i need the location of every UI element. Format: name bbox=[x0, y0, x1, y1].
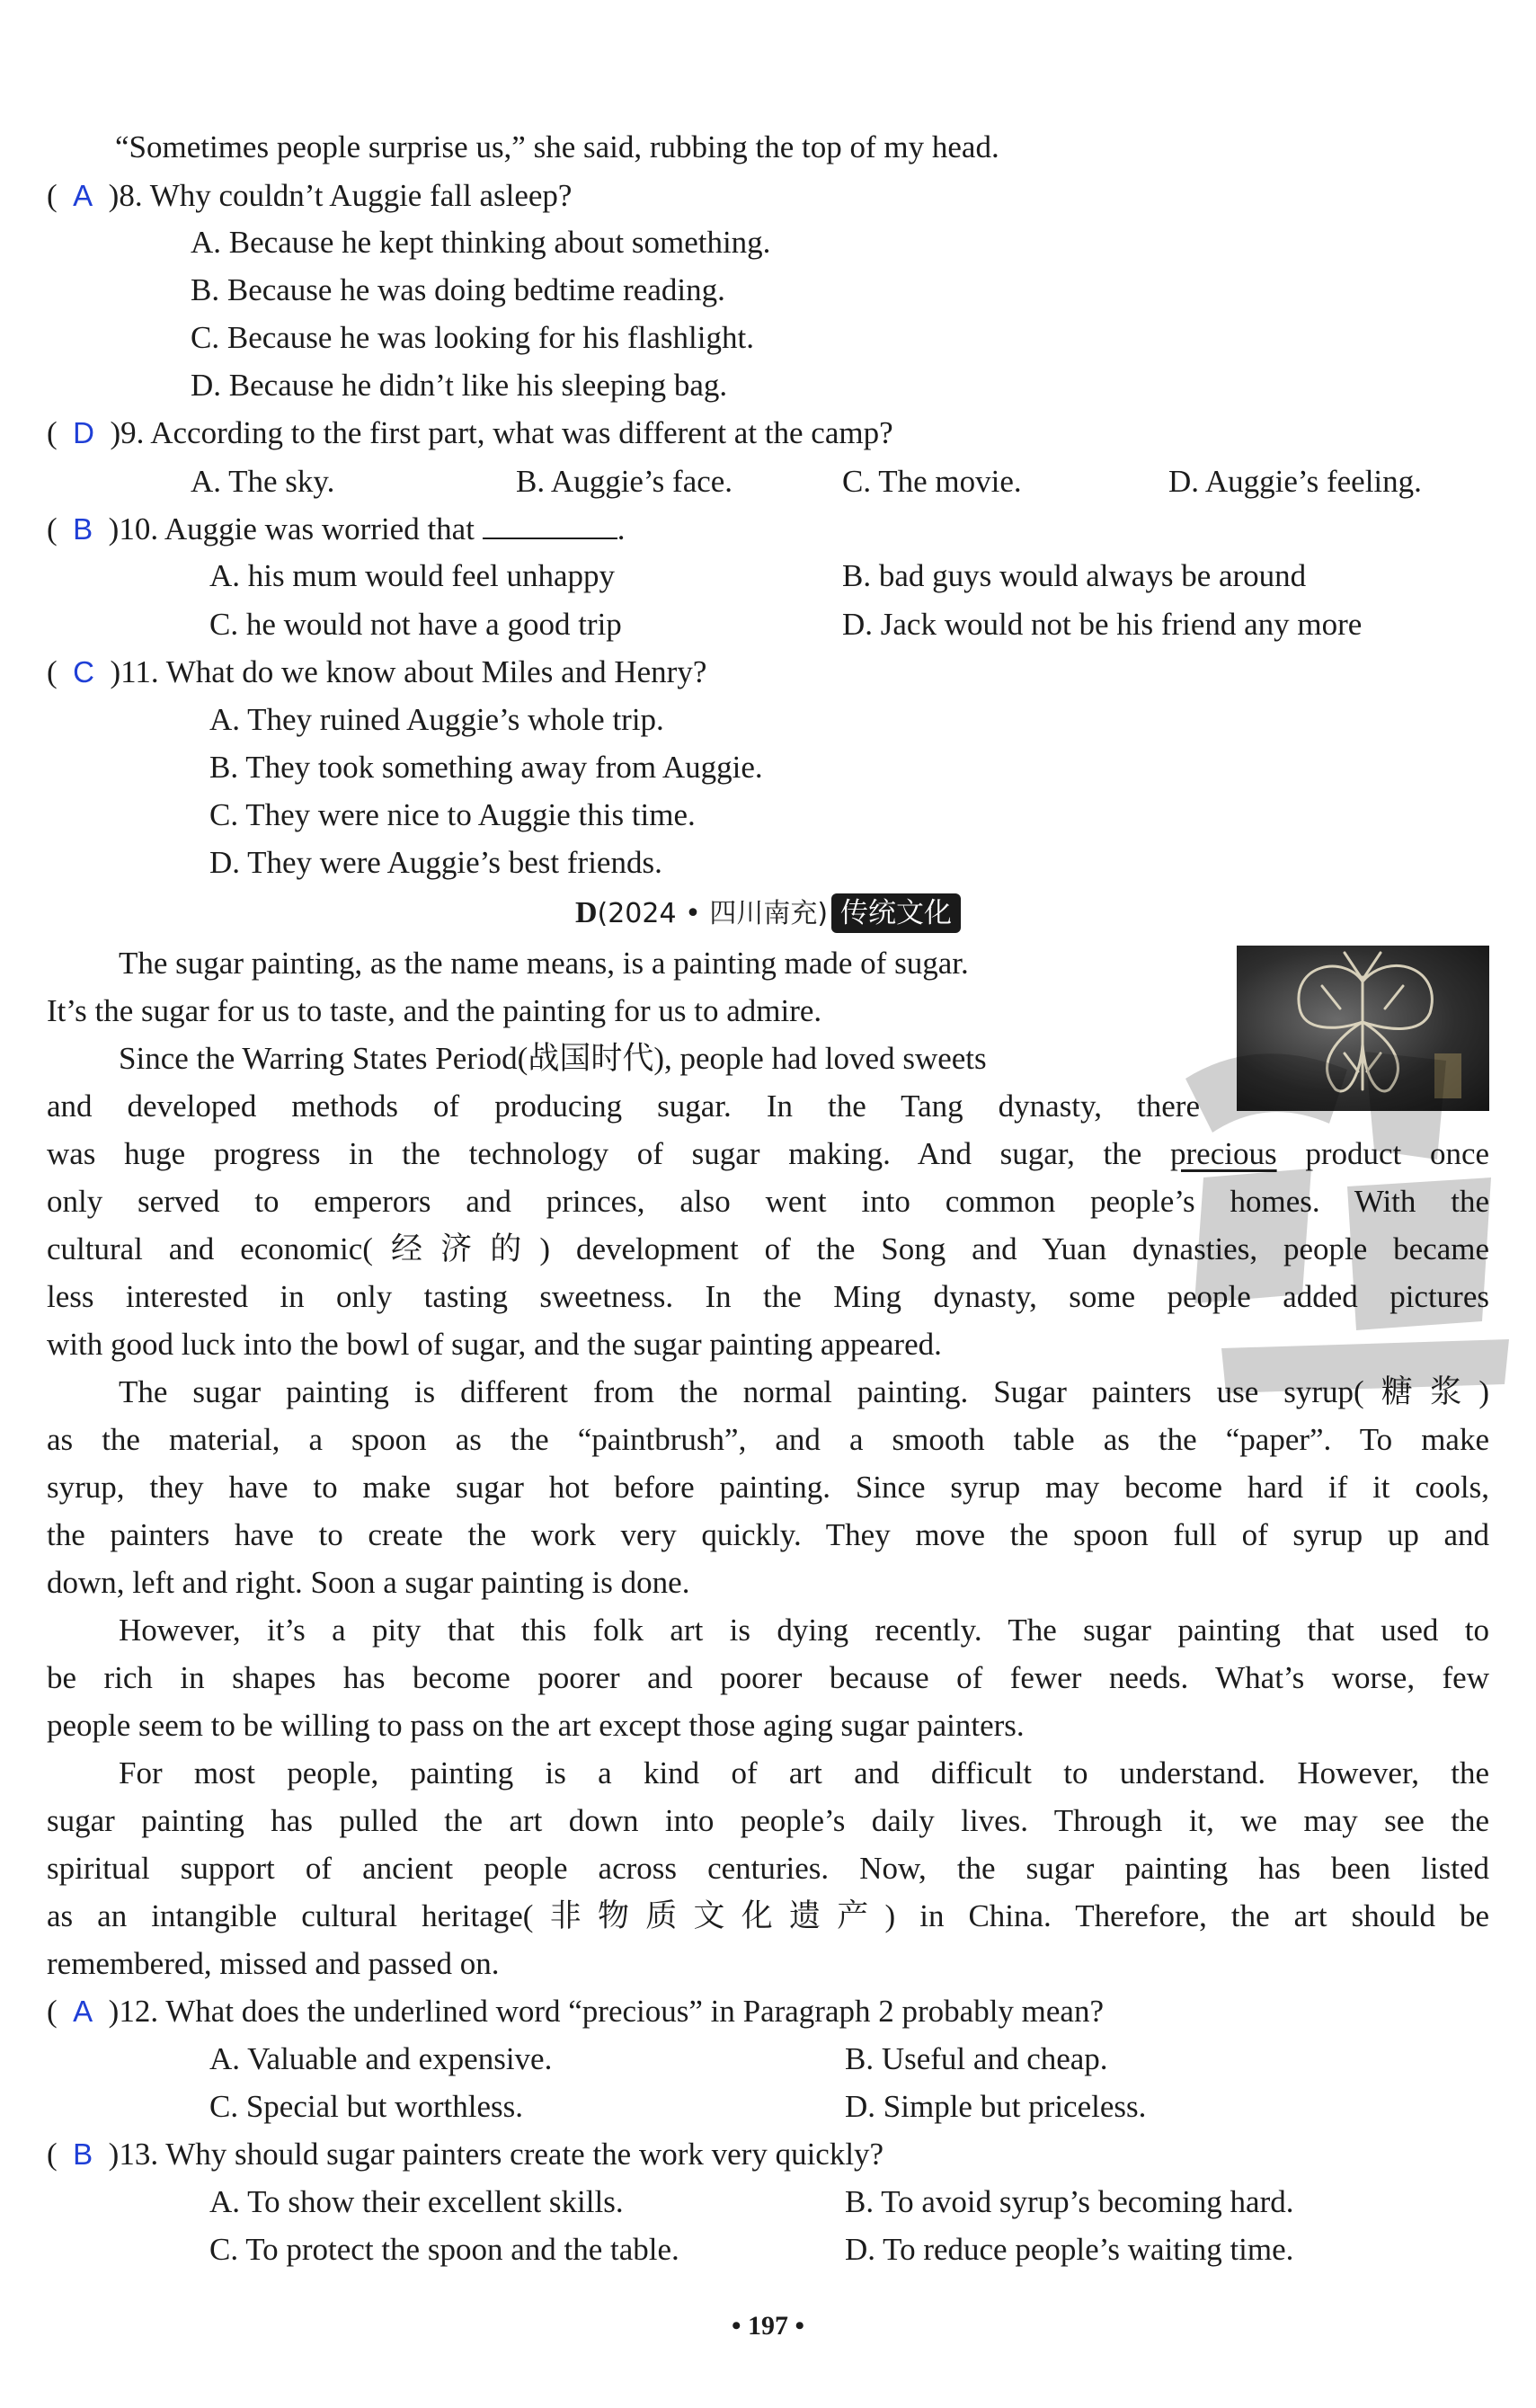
passage-line: was huge progress in the technology of sugar making. And sugar, the precious product once bbox=[47, 1136, 1490, 1171]
sugar-painting-photo bbox=[1237, 946, 1489, 1111]
q13-option-d: D. To reduce people’s waiting time. bbox=[845, 2232, 1294, 2267]
passage-line: For most people, painting is a kind of art and difficult to understand. However, the bbox=[119, 1755, 1489, 1790]
question-11: ( C )11. What do we know about Miles and Henry? bbox=[47, 654, 707, 689]
answer-11: C bbox=[73, 655, 94, 689]
passage-line: remembered, missed and passed on. bbox=[47, 1946, 500, 1981]
question-12-stem: 12. What does the underlined word “precious” in Paragraph 2 probably mean? bbox=[119, 1994, 1104, 2029]
question-12: ( A )12. What does the underlined word “precious” in Paragraph 2 probably mean? bbox=[47, 1994, 1104, 2029]
q8-option-b: B. Because he was doing bedtime reading. bbox=[191, 272, 725, 307]
passage-line: The sugar painting, as the name means, is a painting made of sugar. bbox=[119, 946, 969, 981]
answer-blank bbox=[483, 507, 617, 539]
passage-line: less interested in only tasting sweetness. In the Ming dynasty, some people added pictures bbox=[47, 1279, 1489, 1314]
q11-option-c: C. They were nice to Auggie this time. bbox=[209, 797, 696, 832]
q12-option-c: C. Special but worthless. bbox=[209, 2089, 523, 2124]
q11-option-a: A. They ruined Auggie’s whole trip. bbox=[209, 702, 664, 737]
q13-option-c: C. To protect the spoon and the table. bbox=[209, 2232, 679, 2267]
q8-option-c: C. Because he was looking for his flashlight. bbox=[191, 320, 754, 355]
question-11-stem: 11. What do we know about Miles and Henry? bbox=[120, 654, 707, 689]
q9-option-a: A. The sky. bbox=[191, 464, 335, 499]
answer-8: A bbox=[73, 179, 93, 212]
answer-9: D bbox=[73, 416, 94, 449]
q12-option-a: A. Valuable and expensive. bbox=[209, 2041, 553, 2076]
page-number: • 197 • bbox=[731, 2311, 804, 2341]
answer-13: B bbox=[73, 2137, 93, 2171]
section-heading: D(2024 • 四川南充) 传统文化 bbox=[0, 890, 1536, 937]
q12-option-b: B. Useful and cheap. bbox=[845, 2041, 1108, 2076]
question-8: ( A )8. Why couldn’t Auggie fall asleep? bbox=[47, 178, 573, 213]
q10-option-c: C. he would not have a good trip bbox=[209, 607, 622, 642]
q11-option-b: B. They took something away from Auggie. bbox=[209, 750, 763, 785]
underlined-word-precious: precious bbox=[1170, 1136, 1277, 1171]
question-13: ( B )13. Why should sugar painters create the work very quickly? bbox=[47, 2137, 884, 2172]
passage-line: be rich in shapes has become poorer and poorer because of fewer needs. What’s worse, few bbox=[47, 1660, 1489, 1695]
q12-option-d: D. Simple but priceless. bbox=[845, 2089, 1147, 2124]
passage-line: with good luck into the bowl of sugar, and the sugar painting appeared. bbox=[47, 1327, 942, 1362]
passage-line: people seem to be willing to pass on the art except those aging sugar painters. bbox=[47, 1708, 1025, 1743]
passage-line: and developed methods of producing sugar. In the Tang dynasty, there bbox=[47, 1088, 1200, 1124]
answer-10: B bbox=[73, 512, 93, 546]
passage-line: However, it’s a pity that this folk art is dying recently. The sugar painting that used to bbox=[119, 1613, 1489, 1648]
q9-option-d: D. Auggie’s feeling. bbox=[1168, 464, 1422, 499]
question-10-stem: 10. Auggie was worried that bbox=[119, 511, 475, 546]
answer-12: A bbox=[73, 1995, 93, 2028]
question-13-stem: 13. Why should sugar painters create the work very quickly? bbox=[119, 2137, 884, 2172]
quote-line: “Sometimes people surprise us,” she said, rubbing the top of my head. bbox=[115, 129, 999, 164]
passage-line: cultural and economic(经济的) development of the Song and Yuan dynasties, people became bbox=[47, 1231, 1489, 1266]
question-8-stem: 8. Why couldn’t Auggie fall asleep? bbox=[119, 178, 573, 213]
passage-line: sugar painting has pulled the art down into people’s daily lives. Through it, we may see the bbox=[47, 1803, 1489, 1838]
question-9: ( D )9. According to the first part, what was different at the camp? bbox=[47, 415, 893, 450]
q9-option-b: B. Auggie’s face. bbox=[516, 464, 733, 499]
passage-line: syrup, they have to make sugar hot before painting. Since syrup may become hard if it cools, bbox=[47, 1470, 1489, 1505]
passage-line: down, left and right. Soon a sugar painting is done. bbox=[47, 1565, 690, 1600]
passage-line: the painters have to create the work very quickly. They move the spoon full of syrup up and bbox=[47, 1517, 1489, 1552]
section-tag: 传统文化 bbox=[831, 893, 961, 933]
q10-option-b: B. bad guys would always be around bbox=[842, 558, 1307, 593]
q10-option-d: D. Jack would not be his friend any more bbox=[842, 607, 1363, 642]
question-10: ( B )10. Auggie was worried that . bbox=[47, 506, 625, 553]
q11-option-d: D. They were Auggie’s best friends. bbox=[209, 845, 662, 880]
q13-option-a: A. To show their excellent skills. bbox=[209, 2184, 624, 2219]
q10-option-a: A. his mum would feel unhappy bbox=[209, 558, 616, 593]
passage-line: Since the Warring States Period(战国时代), people had loved sweets bbox=[119, 1041, 987, 1076]
passage-line: The sugar painting is different from the normal painting. Sugar painters use syrup(糖浆) bbox=[119, 1374, 1489, 1409]
q13-option-b: B. To avoid syrup’s becoming hard. bbox=[845, 2184, 1294, 2219]
passage-line: It’s the sugar for us to taste, and the painting for us to admire. bbox=[47, 993, 822, 1028]
passage-line: as an intangible cultural heritage(非物质文化遗产) in China. Therefore, the art should be bbox=[47, 1898, 1489, 1933]
passage-line: as the material, a spoon as the “paintbrush”, and a smooth table as the “paper”. To make bbox=[47, 1422, 1489, 1457]
q9-option-c: C. The movie. bbox=[842, 464, 1022, 499]
passage-line: only served to emperors and princes, also went into common people’s homes. With the bbox=[47, 1184, 1489, 1219]
q8-option-d: D. Because he didn’t like his sleeping bag. bbox=[191, 368, 728, 403]
passage-line: spiritual support of ancient people across centuries. Now, the sugar painting has been listed bbox=[47, 1851, 1489, 1886]
question-9-stem: 9. According to the first part, what was different at the camp? bbox=[120, 415, 893, 450]
q8-option-a: A. Because he kept thinking about something. bbox=[191, 225, 771, 260]
